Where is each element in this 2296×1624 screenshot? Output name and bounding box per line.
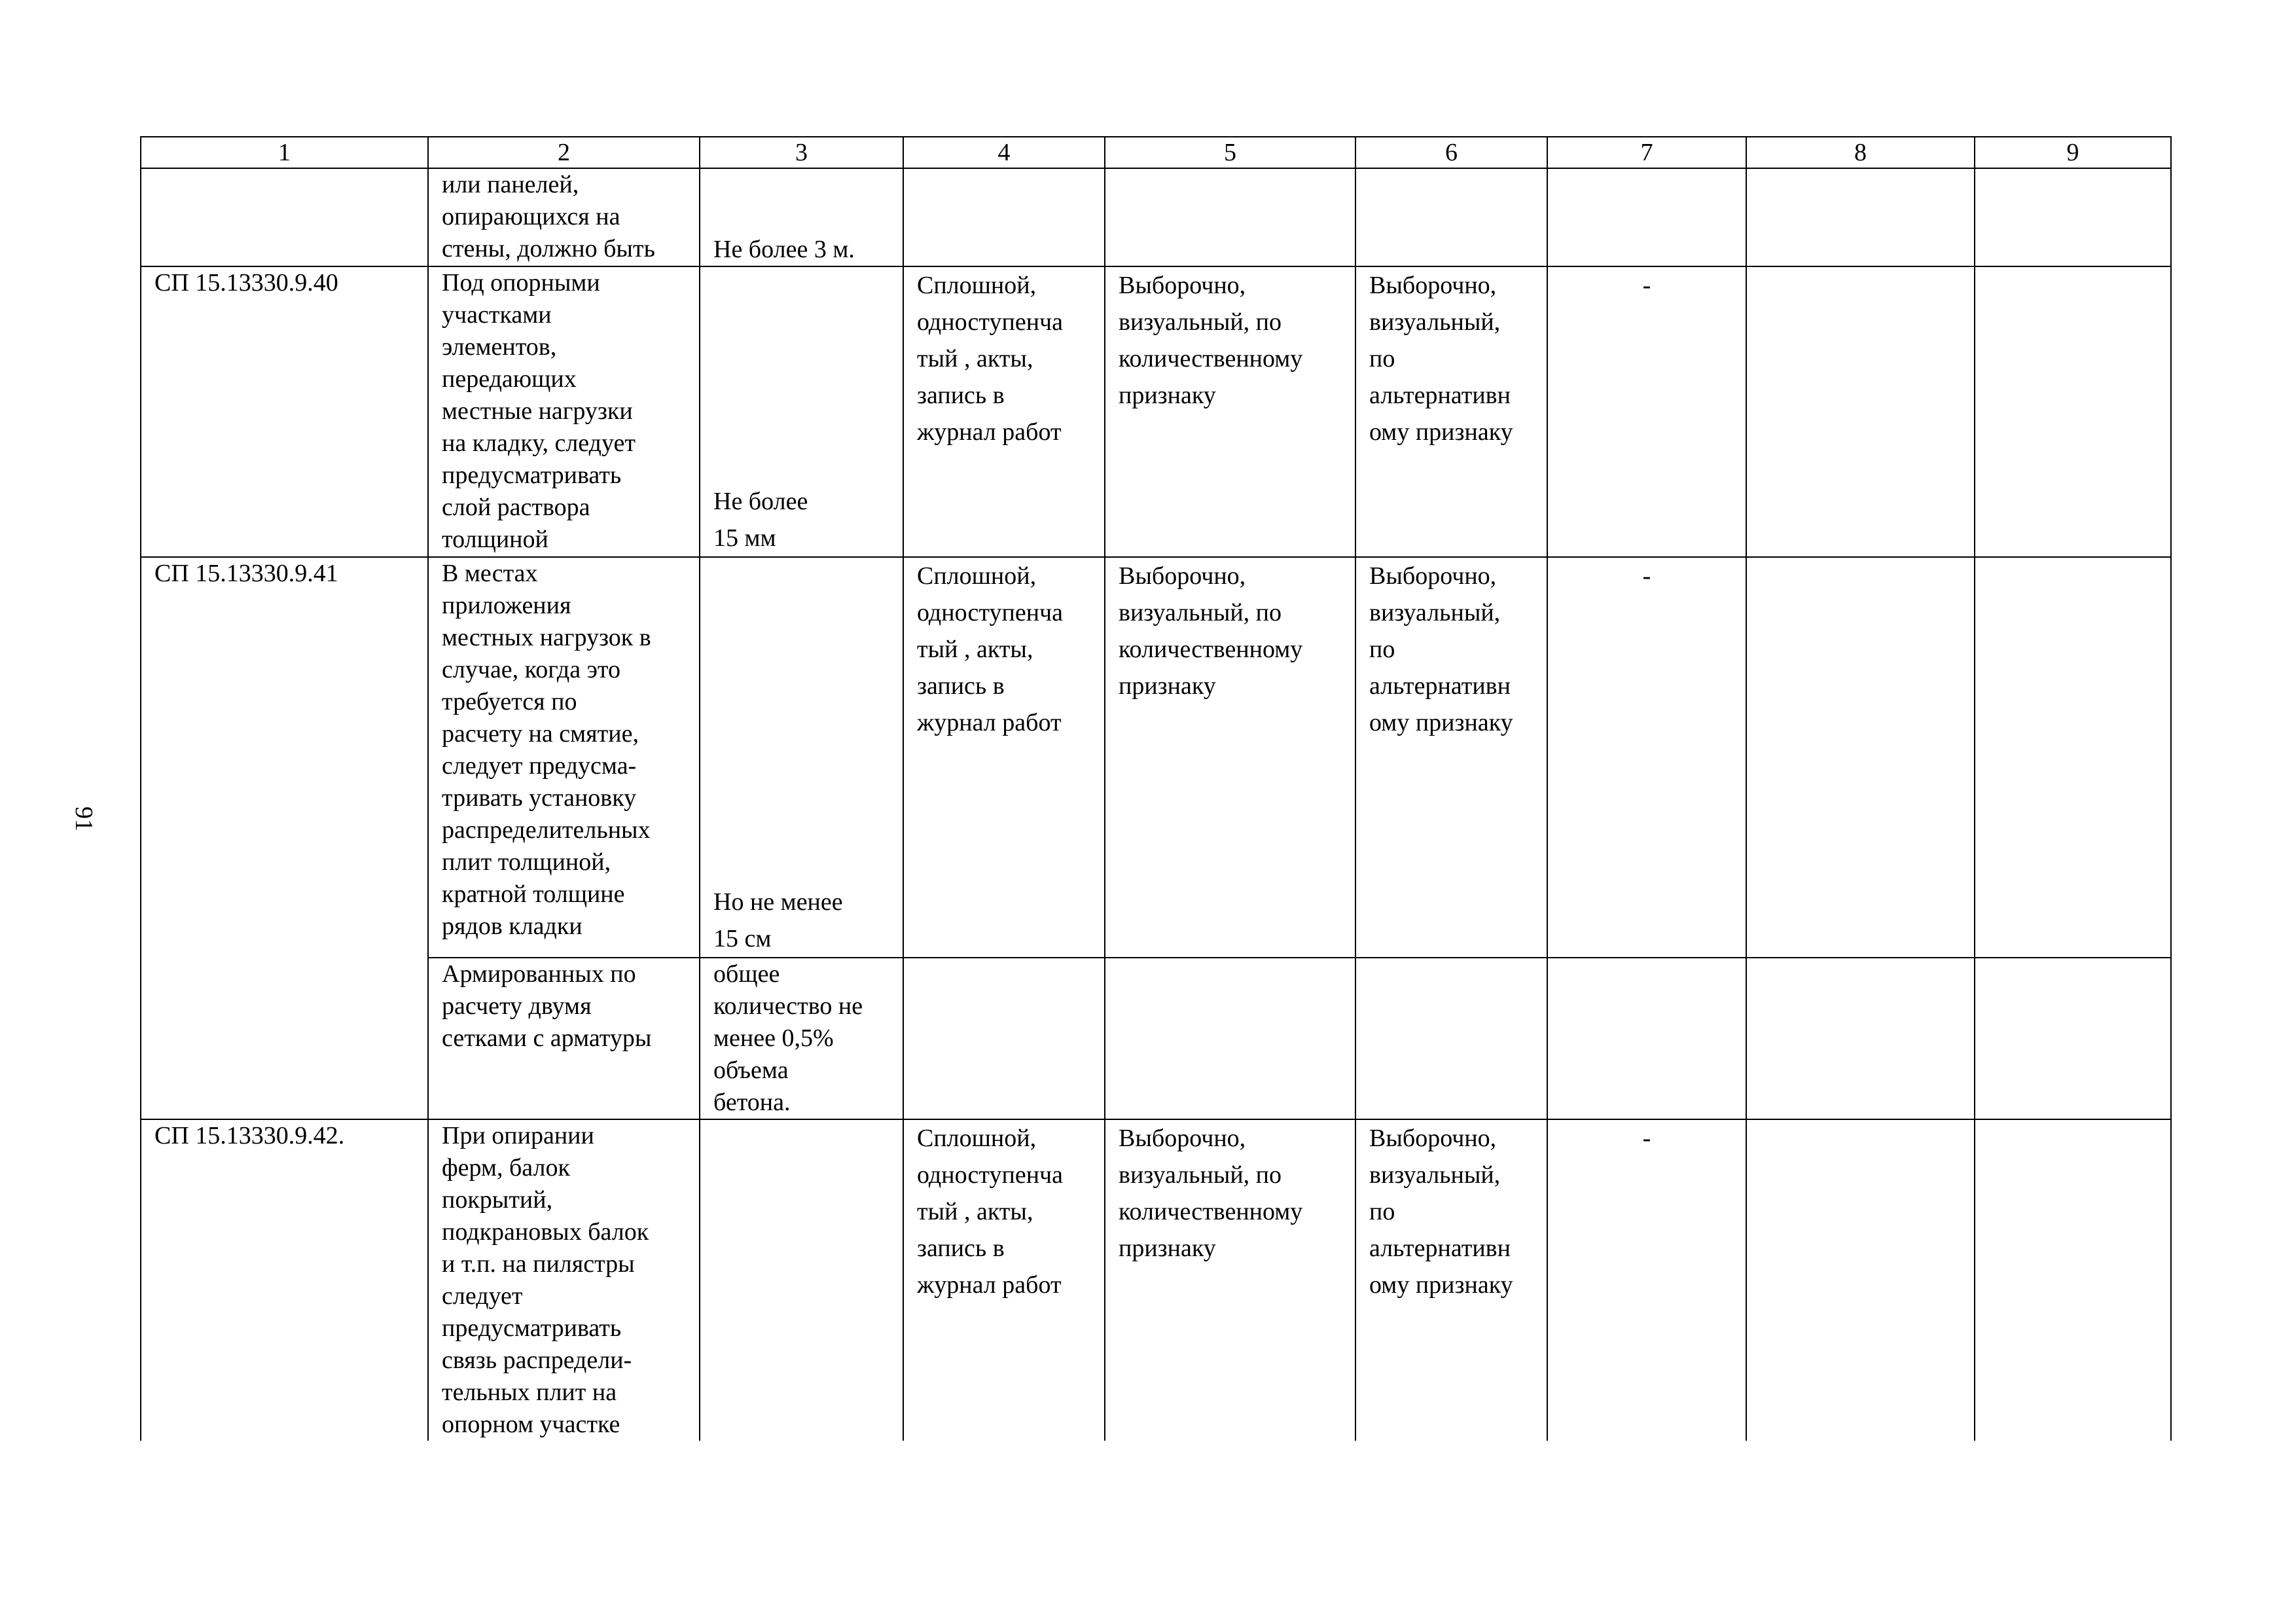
requirement-cell: Армированных по расчету двумя сетками с арматуры xyxy=(428,958,700,1119)
column-header: 5 xyxy=(1105,137,1355,168)
col7-cell: - xyxy=(1547,1119,1746,1441)
column-header: 1 xyxy=(141,137,428,168)
col8-cell xyxy=(1746,168,1975,266)
col8-cell xyxy=(1746,266,1975,557)
column-header: 8 xyxy=(1746,137,1975,168)
method-cell: Выборочно, визуальный, по количественному признаку xyxy=(1105,557,1355,958)
value-cell: общее количество не менее 0,5% объема бетона. xyxy=(700,958,903,1119)
column-header: 2 xyxy=(428,137,700,168)
col9-cell xyxy=(1975,266,2171,557)
assessment-cell: Выборочно, визуальный, по альтернативн ому признаку xyxy=(1355,266,1547,557)
control-type-cell: Сплошной, одноступенча тый , акты, запись в журнал работ xyxy=(903,1119,1105,1441)
col7-cell: - xyxy=(1547,266,1746,557)
requirement-cell: Под опорными участками элементов, передающих местные нагрузки на кладку, следует предусматривать слой раствора толщиной xyxy=(428,266,700,557)
value-cell xyxy=(700,1119,903,1441)
requirement-cell: В местах приложения местных нагрузок в случае, когда это требуется по расчету на смятие, следует предусма- тривать установку распределительных плит толщиной, кратной толщине рядов кладки xyxy=(428,557,700,958)
method-cell: Выборочно, визуальный, по количественному признаку xyxy=(1105,1119,1355,1441)
method-cell: Выборочно, визуальный, по количественному признаку xyxy=(1105,266,1355,557)
col8-cell xyxy=(1746,1119,1975,1441)
page-number: 91 xyxy=(70,806,98,831)
col7-cell xyxy=(1547,958,1746,1119)
col7-cell: - xyxy=(1547,557,1746,958)
column-header: 6 xyxy=(1355,137,1547,168)
control-type-cell xyxy=(903,958,1105,1119)
value-cell: Но не менее 15 см xyxy=(700,557,903,958)
method-cell xyxy=(1105,168,1355,266)
col9-cell xyxy=(1975,1119,2171,1441)
table-row xyxy=(141,168,2171,266)
control-type-cell: Сплошной, одноступенча тый , акты, запись в журнал работ xyxy=(903,557,1105,958)
table-row xyxy=(141,557,2171,958)
assessment-cell: Выборочно, визуальный, по альтернативн ому признаку xyxy=(1355,557,1547,958)
requirement-cell: или панелей, опирающихся на стены, должно быть xyxy=(428,168,700,266)
table-row xyxy=(141,1119,2171,1441)
col8-cell xyxy=(1746,557,1975,958)
table-row xyxy=(141,958,2171,1119)
col9-cell xyxy=(1975,958,2171,1119)
norms-table xyxy=(140,136,2172,1441)
code-cell: СП 15.13330.9.41 xyxy=(141,557,428,1119)
value-cell: Не более 15 мм xyxy=(700,266,903,557)
column-header: 3 xyxy=(700,137,903,168)
control-type-cell xyxy=(903,168,1105,266)
assessment-cell: Выборочно, визуальный, по альтернативн ому признаку xyxy=(1355,1119,1547,1441)
code-cell xyxy=(141,168,428,266)
code-cell: СП 15.13330.9.42. xyxy=(141,1119,428,1441)
col8-cell xyxy=(1746,958,1975,1119)
value-cell: Не более 3 м. xyxy=(700,168,903,266)
header-row xyxy=(141,137,2171,168)
code-cell: СП 15.13330.9.40 xyxy=(141,266,428,557)
assessment-cell xyxy=(1355,168,1547,266)
assessment-cell xyxy=(1355,958,1547,1119)
control-type-cell: Сплошной, одноступенча тый , акты, запись в журнал работ xyxy=(903,266,1105,557)
method-cell xyxy=(1105,958,1355,1119)
column-header: 9 xyxy=(1975,137,2171,168)
table-row xyxy=(141,266,2171,557)
col9-cell xyxy=(1975,168,2171,266)
col9-cell xyxy=(1975,557,2171,958)
requirement-cell: При опирании ферм, балок покрытий, подкрановых балок и т.п. на пилястры следует предусматривать связь распредели- тельных плит на опорном участке xyxy=(428,1119,700,1441)
column-header: 4 xyxy=(903,137,1105,168)
col7-cell xyxy=(1547,168,1746,266)
column-header: 7 xyxy=(1547,137,1746,168)
